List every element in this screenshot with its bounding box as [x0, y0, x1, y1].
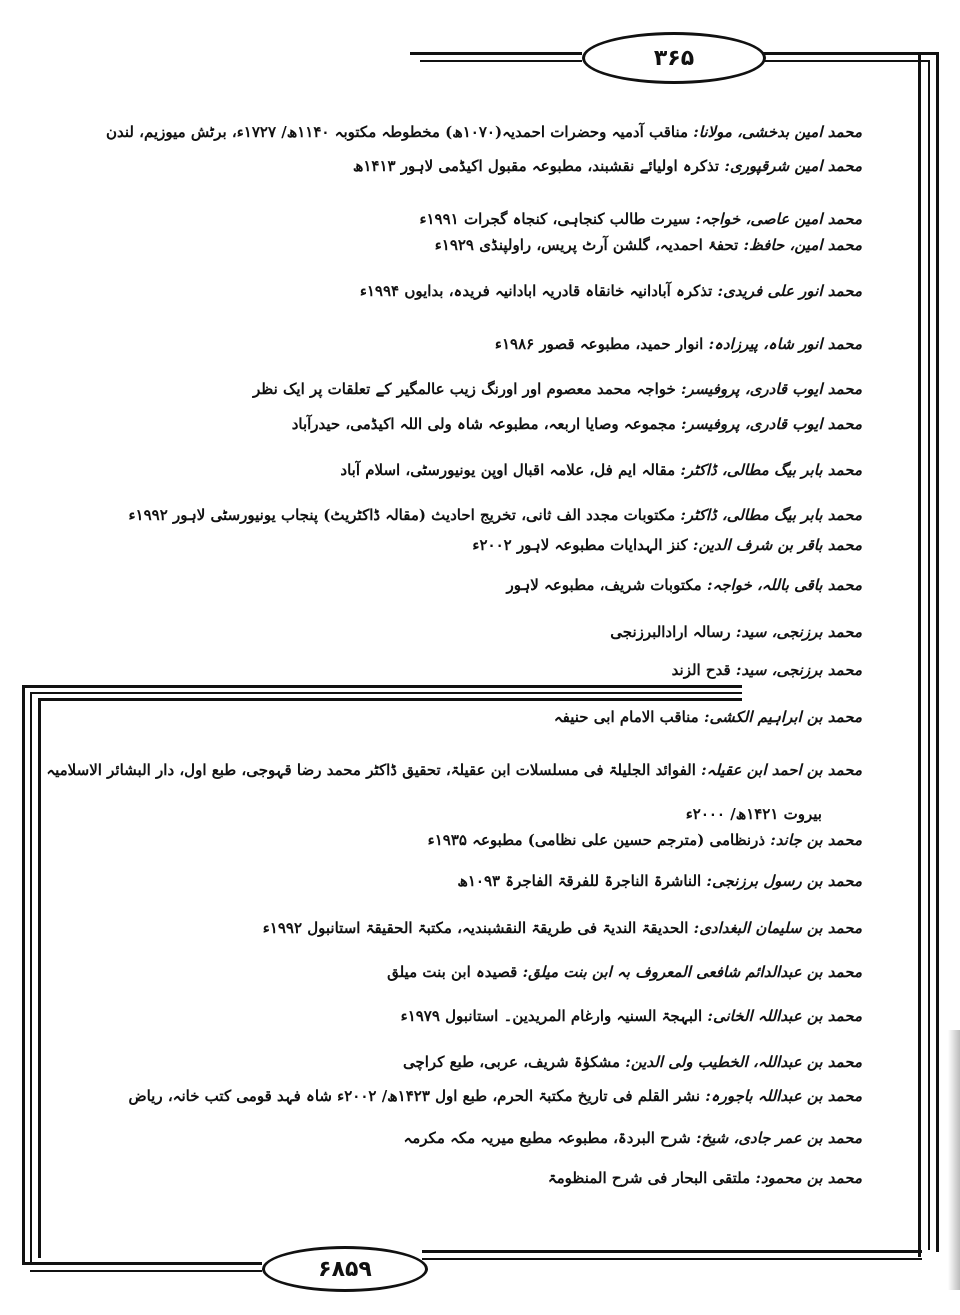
- bib-entry: [106, 122, 862, 142]
- frame-top-line-2: [420, 60, 582, 62]
- frame-left-top-line: [22, 685, 742, 688]
- page-number-bottom-text: ۶۸۵۹: [318, 1256, 372, 1282]
- bib-text: سیرت طالب کنجاہی، کنجاہ گجرات ۱۹۹۱ء: [419, 210, 691, 228]
- bib-entry: [428, 830, 862, 850]
- bib-text: مکتوبات شریف، مطبوعہ لاہور: [506, 576, 702, 594]
- bib-text: الناشرۃ الناجرۃ للفرقۃ الفاجرۃ ۱۰۹۳ھ: [457, 872, 702, 890]
- bib-entry: [610, 622, 862, 642]
- frame-left-line-3: [38, 698, 41, 1258]
- bib-author: محمد امین، حافظ:: [743, 236, 862, 254]
- bib-entry: [401, 1006, 862, 1026]
- bib-author: محمد برزنجی، سید:: [735, 661, 862, 679]
- bib-entry: [340, 460, 862, 480]
- bib-text: قدح الزند: [671, 661, 731, 679]
- bib-text: الفوائد الجلیلۃ فی مسلسلات ابن عقیلۃ، تحقیق ڈاکٹر محمد رضا قہوجی، طبع اول، دار البشائر الاسلامیہ: [46, 761, 696, 779]
- frame-bottom-left-2: [30, 1270, 262, 1272]
- bib-entry: [292, 414, 862, 434]
- bib-entry: [435, 235, 862, 255]
- bib-author: محمد بن عبداللہ الخانی:: [707, 1007, 862, 1025]
- bib-text: مکتوبات مجدد الف ثانی، تخریج احادیث (مقالہ ڈاکٹریٹ) پنجاب یونیورسٹی لاہور ۱۹۹۲ء: [128, 506, 676, 524]
- bib-text: بیروت ۱۴۲۱ھ/ ۲۰۰۰ء: [685, 805, 822, 823]
- bib-author: محمد بن احمد ابن عقیلہ:: [701, 761, 862, 779]
- page-number-bottom: [262, 1246, 428, 1292]
- bib-entry: [128, 1086, 862, 1106]
- bib-text: قصیدہ ابن بنت میلق: [387, 963, 518, 981]
- bib-entry: [457, 871, 862, 891]
- bib-text: مناقب الامام ابی حنیفہ: [553, 708, 699, 726]
- scan-edge-shadow: [948, 1030, 960, 1290]
- bib-author: محمد بن ابراہیم الکشی:: [703, 708, 862, 726]
- bib-entry: [253, 379, 862, 399]
- bib-text: نشر القلم فی تاریخ مکتبۃ الحرم، طبع اول ۱۴۲۳ھ/ ۲۰۰۲ء شاہ فہد قومی کتب خانہ، ریاض: [128, 1087, 701, 1105]
- bib-author: محمد امین شرقپوری:: [724, 157, 862, 175]
- bib-author: محمد باقر بن شرف الدین:: [692, 536, 862, 554]
- bib-author: محمد ایوب قادری، پروفیسر:: [681, 415, 862, 433]
- bib-author: محمد بن عمر جادی، شیخ:: [695, 1129, 862, 1147]
- bib-entry: [128, 505, 862, 525]
- bib-author: محمد امین بدخشی، مولانا:: [693, 123, 862, 141]
- frame-left-top-line-3: [38, 698, 742, 701]
- frame-bottom-line-2: [422, 1258, 922, 1260]
- bib-author: محمد بابر بیگ مطالی، ڈاکٹر:: [680, 461, 862, 479]
- bib-text: البہجۃ السنیہ وارغام المریدین۔ استانبول ۱۹۷۹ء: [400, 1007, 703, 1025]
- bib-text: تذکرہ آبادانیہ خانقاہ قادریہ ابادانیہ فریدہ، بدایوں ۱۹۹۴ء: [359, 282, 713, 300]
- bib-text: مشکوٰۃ شریف، عربی، طبع کراچی: [402, 1053, 621, 1071]
- bib-entry: [672, 660, 862, 680]
- frame-right-line-1: [936, 52, 939, 1252]
- bib-text: شرح البردۃ، مطبوعہ مطبع میریہ مکہ مکرمہ: [403, 1129, 691, 1147]
- page-number-top: [582, 32, 766, 84]
- bib-entry: [46, 760, 862, 780]
- bib-entry: [403, 1128, 862, 1148]
- bib-text: ذرنظامی (مترجم حسین علی نظامی) مطبوعہ ۱۹۳۵ء: [427, 831, 766, 849]
- bib-author: محمد بن عبدالدائم شافعی المعروف بہ ابن بنت میلق:: [522, 963, 862, 981]
- bib-entry: [554, 707, 862, 727]
- frame-bottom-left-1: [22, 1262, 262, 1265]
- bib-author: محمد امین عاصی، خواجہ:: [695, 210, 862, 228]
- bib-author: محمد بن محمود:: [755, 1169, 862, 1187]
- frame-right-line-3: [918, 52, 921, 1257]
- frame-top-line-1: [410, 52, 582, 55]
- frame-left-line-2: [30, 692, 32, 1262]
- frame-top-right-2: [760, 60, 930, 62]
- bib-entry: [353, 156, 862, 176]
- bib-text: تحفۂ احمدیہ، گلشن آرٹ پریس، راولپنڈی ۱۹۲۹ء: [434, 236, 739, 254]
- bib-entry: [403, 1052, 862, 1072]
- bib-entry: [548, 1168, 862, 1188]
- bib-author: محمد بن رسول برزنجی:: [706, 872, 862, 890]
- bib-text: مناقب آدمیہ وحضرات احمدیہ(۱۰۷۰ھ) مخطوطہ مکتوبہ ۱۱۴۰ھ/ ۱۷۲۷ء، برٹش میوزیم، لندن: [105, 123, 689, 141]
- bib-author: محمد بن عبداللہ، الخطیب ولی الدین:: [625, 1053, 862, 1071]
- bib-text: رسالہ ارادالبرزنجی: [610, 623, 731, 641]
- bib-author: محمد بن سلیمان البغدادی:: [693, 919, 862, 937]
- bib-entry-continuation: [686, 804, 822, 824]
- bib-entry: [263, 918, 862, 938]
- bib-entry: [387, 962, 862, 982]
- bib-text: الحدیقۃ الندیۃ فی طریقۃ النقشبندیہ، مکتبۃ الحقیقۃ استانبول ۱۹۹۲ء: [262, 919, 689, 937]
- bib-text: کنز الہدایات مطبوعہ لاہور ۲۰۰۲ء: [472, 536, 688, 554]
- bib-text: تذکرہ اولیائے نقشبند، مطبوعہ مقبول اکیڈمی لاہور ۱۴۱۳ھ: [352, 157, 720, 175]
- frame-right-line-2: [928, 60, 930, 1250]
- bib-author: محمد بن عبداللہ باجورہ:: [705, 1087, 862, 1105]
- bib-text: انوار حمید، مطبوعہ قصور ۱۹۸۶ء: [494, 335, 704, 353]
- bib-text: خواجہ محمد معصوم اور اورنگ زیب عالمگیر کے تعلقات پر ایک نظر: [253, 380, 676, 398]
- frame-bottom-line-1: [422, 1250, 922, 1253]
- frame-left-line-1: [22, 685, 25, 1265]
- bib-author: محمد برزنجی، سید:: [735, 623, 862, 641]
- page-number-top-text: ۳۶۵: [653, 45, 695, 71]
- bib-text: مقالہ ایم فل، علامہ اقبال اوپن یونیورسٹی، اسلام آباد: [340, 461, 676, 479]
- frame-top-right-1: [760, 52, 938, 55]
- bib-entry: [507, 575, 863, 595]
- bib-entry: [419, 209, 862, 229]
- bib-text: ملتقی البحار فی شرح المنظومۃ: [547, 1169, 751, 1187]
- bib-entry: [472, 535, 862, 555]
- bib-author: محمد باقی باللہ، خواجہ:: [706, 576, 862, 594]
- frame-left-top-line-2: [30, 692, 742, 694]
- bib-author: محمد ایوب قادری، پروفیسر:: [681, 380, 862, 398]
- bib-author: محمد انور شاہ، پیرزادہ:: [708, 335, 862, 353]
- bib-author: محمد بابر بیگ مطالی، ڈاکٹر:: [680, 506, 862, 524]
- bib-author: محمد بن جاند:: [770, 831, 862, 849]
- bib-author: محمد انور علی فریدی:: [717, 282, 862, 300]
- bib-entry: [360, 281, 862, 301]
- bib-text: مجموعہ وصایا اربعہ، مطبوعہ شاہ ولی اللہ اکیڈمی، حیدرآباد: [291, 415, 676, 433]
- bib-entry: [495, 334, 862, 354]
